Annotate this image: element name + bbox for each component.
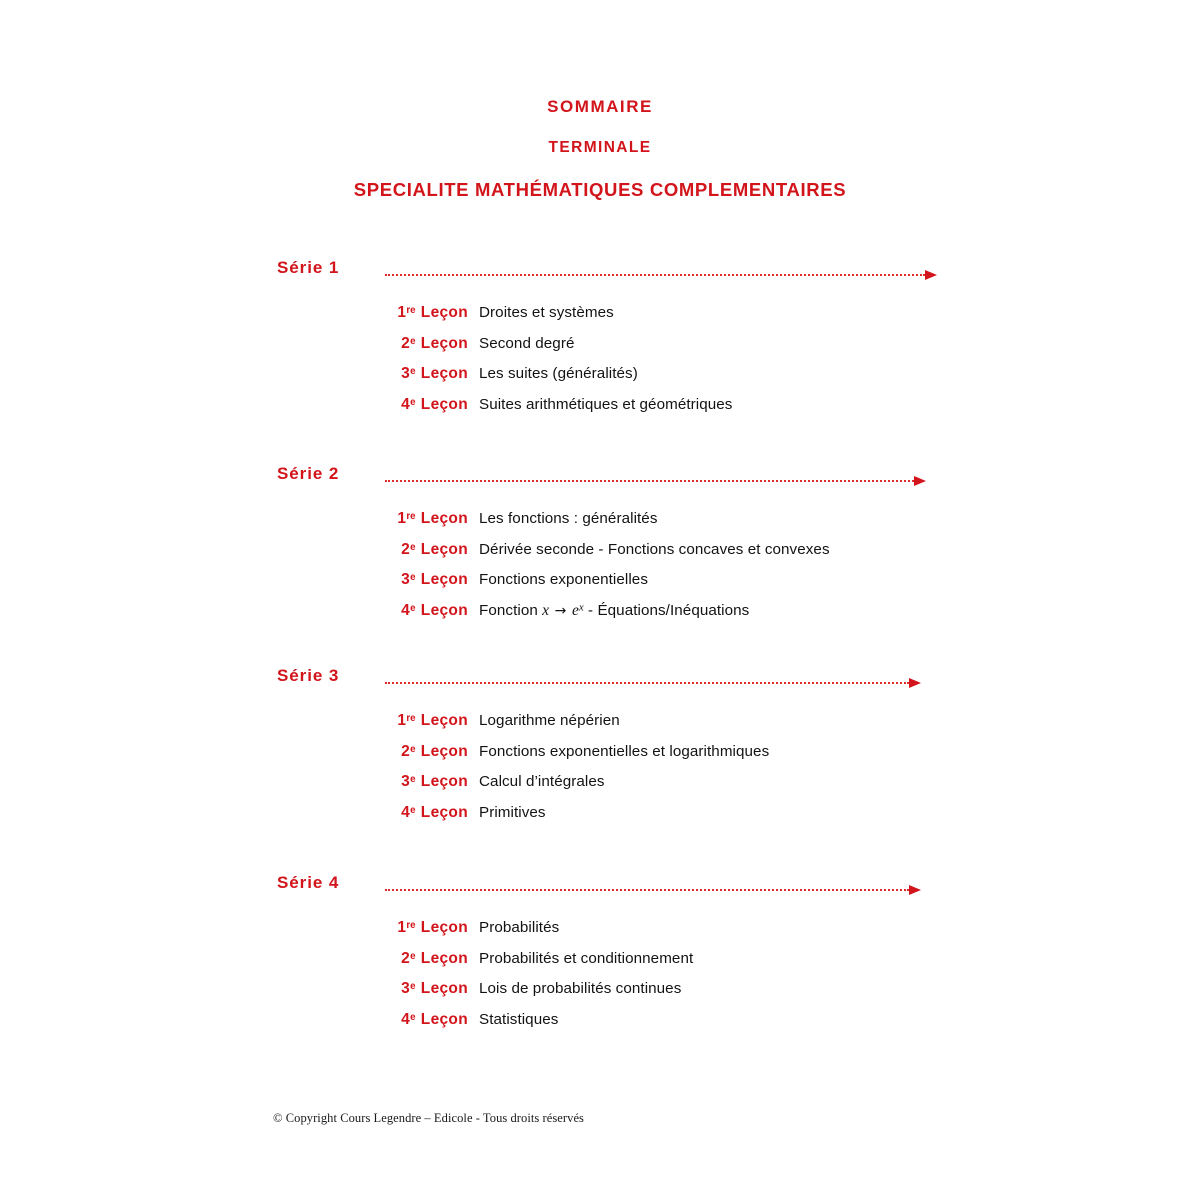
arrow-head-icon — [909, 885, 921, 895]
lesson-word: Leçon — [420, 712, 468, 729]
lesson-ordinal: 2e — [401, 334, 416, 352]
series-header — [0, 873, 1200, 899]
lesson-ordinal-suffix: e — [410, 950, 416, 962]
lesson-ordinal-label — [330, 773, 468, 791]
lesson-ordinal-suffix: e — [410, 804, 416, 816]
lesson-ordinal: 3e — [401, 571, 416, 588]
lesson-ordinal: 1re — [397, 304, 416, 321]
lesson-ordinal-suffix: re — [406, 304, 416, 316]
lesson-ordinal-label — [330, 919, 468, 937]
lesson-word: Leçon — [420, 949, 468, 967]
lesson-ordinal-label — [330, 541, 468, 559]
lesson-ordinal-label — [330, 980, 468, 998]
lesson-title: Probabilités — [479, 919, 560, 936]
lesson-ordinal: 1re — [397, 919, 416, 936]
lesson-ordinal: 2e — [401, 949, 416, 967]
lesson-word: Leçon — [420, 540, 468, 558]
lesson-title: Les suites (généralités) — [479, 365, 638, 382]
lesson-title: Dérivée seconde - Fonctions concaves et convexes — [479, 540, 830, 558]
lesson-row — [0, 743, 1200, 774]
series-section — [0, 873, 1200, 1028]
lesson-list — [0, 712, 1200, 834]
lesson-ordinal-suffix: e — [410, 602, 416, 614]
arrow-head-icon — [909, 678, 921, 688]
page-title-block — [0, 98, 1200, 199]
lesson-title: Probabilités et conditionnement — [479, 949, 694, 967]
footer-copyright: © Copyright Cours Legendre – Edicole - Tous droits réservés — [273, 1111, 584, 1125]
lesson-row — [0, 950, 1200, 981]
lesson-word: Leçon — [420, 919, 468, 936]
lesson-ordinal-label — [330, 365, 468, 383]
lesson-row — [0, 919, 1200, 950]
lesson-ordinal: 2e — [401, 540, 416, 558]
lesson-ordinal: 3e — [401, 980, 416, 997]
lesson-ordinal: 1re — [397, 510, 416, 527]
series-label: Série 4 — [277, 873, 340, 892]
lesson-word: Leçon — [420, 803, 468, 821]
lesson-row — [0, 304, 1200, 335]
arrow-line-icon — [385, 682, 909, 684]
lesson-ordinal-suffix: e — [410, 743, 416, 755]
lesson-row — [0, 602, 1200, 633]
lesson-ordinal: 3e — [401, 773, 416, 790]
lesson-word: Leçon — [420, 304, 468, 321]
lesson-row — [0, 335, 1200, 366]
series-section — [0, 666, 1200, 821]
page-subtitle-level: TERMINALE — [548, 139, 652, 156]
series-header — [0, 258, 1200, 284]
arrow-head-icon — [925, 270, 937, 280]
math-arrow-icon: → — [550, 602, 571, 619]
lesson-ordinal: 4e — [401, 803, 416, 821]
lesson-list — [0, 304, 1200, 426]
lesson-word: Leçon — [420, 1010, 468, 1028]
lesson-ordinal-suffix: e — [410, 1011, 416, 1023]
lesson-row — [0, 712, 1200, 743]
lesson-ordinal-suffix: re — [406, 712, 416, 724]
lesson-ordinal-label — [330, 950, 468, 968]
series-label: Série 2 — [277, 464, 340, 483]
lesson-word: Leçon — [420, 510, 468, 527]
lesson-row — [0, 1011, 1200, 1042]
lesson-word: Leçon — [420, 334, 468, 352]
lesson-ordinal-label — [330, 571, 468, 589]
lesson-ordinal-suffix: e — [410, 571, 416, 583]
page-title: SOMMAIRE — [547, 97, 653, 116]
lesson-title: Fonction $x \to e^x$ - Équations/Inéquations — [479, 601, 750, 619]
math-exponential: $e^x$ — [571, 601, 584, 619]
lesson-ordinal-label — [330, 510, 468, 528]
lesson-title: Second degré — [479, 334, 575, 352]
lesson-list — [0, 919, 1200, 1041]
lesson-ordinal-label — [330, 1011, 468, 1029]
lesson-ordinal-label — [330, 804, 468, 822]
lesson-row — [0, 980, 1200, 1011]
lesson-row — [0, 571, 1200, 602]
lesson-ordinal-suffix: e — [410, 365, 416, 377]
lesson-word: Leçon — [420, 742, 468, 760]
lesson-title: Lois de probabilités continues — [479, 980, 682, 997]
lesson-row — [0, 804, 1200, 835]
arrow-line-icon — [385, 480, 914, 482]
lesson-ordinal-label — [330, 396, 468, 414]
arrow-line-icon — [385, 274, 925, 276]
lesson-ordinal-suffix: e — [410, 335, 416, 347]
lesson-word: Leçon — [420, 601, 468, 619]
lesson-list — [0, 510, 1200, 632]
lesson-word: Leçon — [420, 571, 468, 588]
lesson-ordinal-label — [330, 743, 468, 761]
lesson-ordinal: 4e — [401, 395, 416, 413]
lesson-ordinal: 4e — [401, 601, 416, 619]
lesson-title: Calcul d’intégrales — [479, 773, 605, 790]
math-variable: x — [542, 601, 550, 619]
lesson-title: Suites arithmétiques et géométriques — [479, 395, 733, 413]
lesson-ordinal-label — [330, 712, 468, 730]
lesson-ordinal: 4e — [401, 1010, 416, 1028]
series-label: Série 3 — [277, 666, 340, 685]
lesson-ordinal-suffix: e — [410, 980, 416, 992]
lesson-ordinal-suffix: re — [406, 510, 416, 522]
lesson-word: Leçon — [420, 773, 468, 790]
lesson-title: Fonctions exponentielles — [479, 571, 648, 588]
lesson-ordinal: 2e — [401, 742, 416, 760]
lesson-title: Logarithme népérien — [479, 712, 620, 729]
series-label: Série 1 — [277, 258, 340, 277]
lesson-ordinal-suffix: e — [410, 541, 416, 553]
series-section — [0, 464, 1200, 619]
lesson-ordinal-label — [330, 304, 468, 322]
lesson-title: Fonctions exponentielles et logarithmiques — [479, 742, 770, 760]
lesson-ordinal-suffix: e — [410, 396, 416, 408]
lesson-row — [0, 773, 1200, 804]
lesson-word: Leçon — [420, 395, 468, 413]
lesson-title: Statistiques — [479, 1010, 559, 1028]
lesson-title: Les fonctions : généralités — [479, 510, 658, 527]
lesson-row — [0, 510, 1200, 541]
math-exponent: x — [578, 602, 584, 614]
lesson-title: Primitives — [479, 803, 546, 821]
series-header — [0, 464, 1200, 490]
lesson-ordinal-suffix: re — [406, 919, 416, 931]
arrow-line-icon — [385, 889, 909, 891]
lesson-row — [0, 396, 1200, 427]
lesson-word: Leçon — [420, 365, 468, 382]
lesson-ordinal-label — [330, 602, 468, 620]
arrow-head-icon — [914, 476, 926, 486]
lesson-word: Leçon — [420, 980, 468, 997]
page-subtitle-subject: SPECIALITE MATHÉMATIQUES COMPLEMENTAIRES — [353, 178, 847, 200]
lesson-row — [0, 541, 1200, 572]
lesson-row — [0, 365, 1200, 396]
lesson-ordinal: 1re — [397, 712, 416, 729]
lesson-ordinal: 3e — [401, 365, 416, 382]
lesson-ordinal-suffix: e — [410, 773, 416, 785]
lesson-title: Droites et systèmes — [479, 304, 614, 321]
lesson-ordinal-label — [330, 335, 468, 353]
series-header — [0, 666, 1200, 692]
series-section — [0, 258, 1200, 413]
